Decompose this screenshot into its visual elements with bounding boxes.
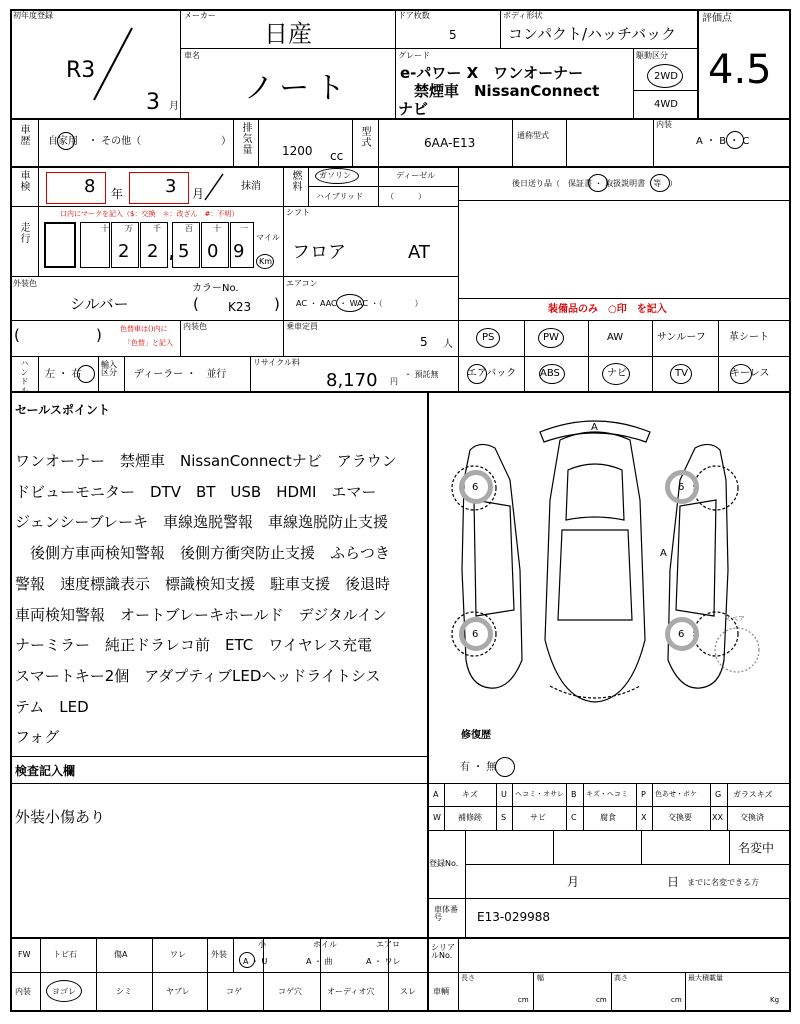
maker-label: メーカー [184, 11, 216, 20]
fw-label: FW [18, 950, 31, 959]
fw-item-2: ワレ [170, 950, 186, 959]
body-type-value: コンパクト/ハッチバック [508, 25, 677, 43]
sales-line-0: ワンオーナー 禁煙車 NissanConnectナビ アラウン [15, 452, 397, 470]
interior-item-2: ヤブレ [166, 987, 190, 996]
grade-line-2: 禁煙車 NissanConnect [414, 82, 600, 100]
drive-4wd: 4WD [654, 99, 678, 110]
sales-line-7: スマートキー2個 アダプティブLEDヘッドライトシス [15, 666, 381, 685]
displacement-label: 排気量 [240, 122, 251, 155]
damage-mark-top: A [591, 422, 598, 433]
displacement-value: 1200 [282, 144, 313, 158]
grade-line-1: e-パワー X ワンオーナー [400, 64, 584, 82]
exterior-aero-value: A ・ ワレ [366, 957, 401, 966]
interior-item-3: コゲ [226, 987, 242, 996]
tire-front-right-value: 6 [678, 482, 685, 493]
color-no-label: カラーNo. [192, 283, 239, 294]
mileage-unit-4: 十 [213, 224, 221, 233]
mileage-note: 口内にマークを記入（$：交換 ＊：改ざん #：不明） [60, 210, 239, 218]
interior-item-1: シミ [116, 987, 132, 996]
equip-ps: PS [482, 332, 495, 343]
color-change-note: 色替車は()内に [120, 325, 168, 333]
exterior-color-value: シルバー [70, 295, 129, 313]
mileage-comma: , [169, 244, 175, 262]
repair-history-value: 有 ・ 無 [460, 762, 497, 773]
length-label: 長さ [461, 974, 475, 982]
equip-pw-circle [538, 328, 564, 348]
handle-label: ハンドル [20, 359, 29, 395]
inspection-notes-text: 外装小傷あり [15, 808, 106, 826]
damage-mark-side: A [660, 548, 667, 559]
frame-label: 車輌 [433, 987, 449, 996]
interior-bottom-label: 内装 [15, 987, 31, 996]
import-value: ディーラー ・ 並行 [134, 369, 227, 380]
exterior-color-label: 外装色 [13, 279, 37, 288]
fw-item-1: 傷A [114, 950, 128, 959]
legend-code-p: P [641, 790, 646, 799]
height-label: 高さ [614, 974, 628, 982]
inspection-year-unit: 年 [111, 187, 124, 201]
exterior-small-value: A ・ U [243, 957, 268, 966]
doors-value: 5 [449, 28, 457, 42]
recycle-deposit: ・ 預託無 [404, 370, 439, 379]
color-change-close: ) [96, 326, 102, 344]
legend-desc-g: ガラスキズ [733, 790, 773, 799]
interior-item-6: スレ [400, 987, 416, 996]
max-load-label: 最大積載量 [688, 974, 723, 982]
legend-code-x: X [641, 813, 647, 822]
width-label: 幅 [537, 974, 544, 982]
equipment-title: 装備品のみ ○印 を記入 [548, 304, 667, 315]
model-label: 車名 [184, 51, 200, 60]
fuel-gasoline: ガソリン [319, 171, 351, 180]
mileage-km-circle [256, 254, 274, 269]
mileage-digit-4: 9 [233, 241, 245, 262]
mileage-unit-0: 十 [101, 224, 109, 233]
interior-grades: A ・ B ・ C [696, 136, 750, 147]
exterior-label: 外装 [211, 950, 227, 959]
mileage-digit-3: 0 [207, 241, 219, 262]
max-load-unit: Kg [770, 996, 780, 1004]
handle-circle [77, 365, 95, 383]
equip-tv-circle [670, 364, 692, 384]
legend-desc-u: ヘコミ・オサレ [515, 790, 564, 798]
legend-desc-s: サビ [530, 813, 546, 822]
height-unit: cm [671, 996, 682, 1004]
mileage-unit-3: 百 [185, 224, 193, 233]
warranty-text: 後日送り品（ 保証書 ・ 取扱説明書 等 ） [512, 179, 678, 188]
date-slash [92, 26, 134, 102]
inspection-month-unit: 月 [192, 187, 205, 201]
interior-color-label: 内装色 [183, 322, 207, 331]
model-value: ノート [244, 71, 352, 106]
legend-code-u: U [501, 790, 507, 799]
legend-code-xx: XX [712, 813, 723, 822]
equip-keyless: キーレス [730, 368, 770, 379]
inspection-label: 車検 [18, 170, 29, 192]
sales-line-9: フォグ [15, 728, 60, 747]
shift-type: AT [408, 242, 430, 263]
exterior-wheel-label: ホイル [313, 940, 337, 949]
exterior-small-label: 小 [258, 940, 266, 949]
legend-code-b: B [571, 790, 577, 799]
legend-desc-b: キズ・ヘコミ [586, 790, 628, 798]
first-registration-year: R3 [66, 58, 96, 83]
legend-desc-a: キズ [462, 790, 478, 799]
name-change-label: 名変中 [738, 841, 775, 855]
color-no-close: ) [274, 295, 280, 313]
color-change-open: ( [14, 326, 20, 344]
common-type-label: 通称型式 [517, 131, 549, 140]
width-unit: cm [596, 996, 607, 1004]
legend-desc-c: 腐食 [600, 813, 616, 822]
aircon-circle [336, 294, 364, 312]
equip-navi: ナビ [607, 368, 627, 379]
shift-value: フロア [292, 242, 346, 263]
fuel-other: （ ） [386, 192, 426, 201]
tire-front-left-value: 6 [472, 482, 479, 493]
interior-label: 内装 [656, 120, 672, 129]
inspection-year: 8 [84, 176, 96, 197]
legend-code-s: S [501, 813, 507, 822]
interior-grade-circle [726, 131, 744, 149]
mileage-unit-1: 万 [125, 224, 133, 233]
equip-leather: 革シート [729, 332, 769, 343]
interior-item-0: ヨゴレ [52, 987, 76, 996]
first-registration-label: 初年度登録 [13, 11, 53, 20]
equip-keyless-circle [730, 364, 752, 384]
equip-pw: PW [543, 332, 559, 343]
length-unit: cm [518, 996, 529, 1004]
capacity-unit: 人 [443, 339, 453, 350]
drive-label: 駆動区分 [636, 51, 668, 60]
history-circle [57, 132, 75, 150]
chassis-label: 車体番号 [434, 905, 458, 922]
grade-line-3: ナビ [398, 100, 429, 118]
exterior-small-circle [239, 952, 255, 968]
legend-code-w: W [433, 813, 441, 822]
fuel-label: 燃料 [290, 170, 301, 192]
legend-desc-w: 補修跡 [458, 813, 482, 822]
tire-rear-right-value: 6 [678, 629, 685, 640]
legend-code-c: C [571, 813, 577, 822]
interior-item-0-circle [46, 980, 82, 1002]
equip-sunroof: サンルーフ [657, 332, 706, 343]
legend-code-a: A [433, 790, 439, 799]
mileage-unit-5: 一 [240, 224, 248, 233]
spare-label: スペア [724, 615, 745, 623]
mileage-label: 走行 [18, 222, 29, 244]
mileage-box-0[interactable] [44, 222, 76, 268]
grade-label: グレード [398, 51, 430, 60]
sales-line-4: 警報 速度標識表示 標識検知支援 駐車支援 後退時 [15, 574, 391, 593]
handle-value: 左 ・ 右 [45, 369, 82, 380]
sales-line-5: 車両検知警報 オートブレーキホールド デジタルイン [15, 605, 388, 624]
recycle-value: 8,170 [326, 370, 378, 391]
capacity-value: 5 [420, 335, 428, 349]
equip-aw: AW [607, 332, 624, 343]
fuel-diesel: ディーゼル [396, 171, 436, 180]
interior-item-5: オーディオ穴 [327, 987, 375, 996]
repair-history-label: 修復歴 [461, 730, 491, 741]
tire-rear-left-value: 6 [472, 629, 479, 640]
first-registration-month: 3 [146, 90, 160, 115]
equip-airbag-circle [467, 364, 487, 384]
score-value: 4.5 [708, 47, 772, 93]
inspection-cancelled: 抹消 [241, 181, 261, 192]
drive-2wd-circle [647, 64, 683, 88]
equip-ps-circle [476, 328, 500, 348]
repair-history-circle [495, 757, 515, 777]
equip-navi-circle [602, 363, 630, 385]
equip-abs: ABS [540, 368, 560, 379]
mileage-mile: マイル [256, 233, 280, 242]
interior-item-4: コゲ穴 [278, 987, 302, 996]
mileage-digit-1: 2 [147, 241, 159, 262]
exterior-wheel-value: A ・ 曲 [306, 957, 333, 966]
warranty-circle-1 [588, 174, 608, 192]
aircon-value: AC ・ AAC ・ WAC ・（ ） [296, 299, 423, 308]
sales-line-1: ドビューモニター DTV BT USB HDMI エマー [15, 482, 377, 501]
legend-code-g: G [715, 790, 722, 799]
car-diagram [440, 410, 780, 720]
sales-line-8: テム LED [15, 697, 89, 716]
sales-points-title: セールスポイント [15, 403, 110, 417]
registration-month: 月 [567, 875, 580, 889]
serial-no-label: シリアルNo. [431, 943, 455, 960]
recycle-unit: 円 [390, 377, 398, 386]
registration-no-label: 登録No. [429, 859, 459, 868]
registration-deadline: までに名変できる方 [687, 878, 759, 887]
doors-label: ドア枚数 [398, 11, 430, 20]
sales-points-list [15, 446, 420, 753]
type-value: 6AA-E13 [424, 136, 476, 150]
sales-line-6: ナーミラー 純正ドラレコ前 ETC ワイヤレス充電 [15, 636, 373, 655]
recycle-label: リサイクル料 [253, 358, 300, 367]
month-unit: 月 [169, 101, 179, 112]
color-no-open: ( [193, 295, 199, 313]
mileage-km: Km [259, 257, 273, 266]
legend-desc-x: 交換要 [668, 813, 692, 822]
sales-line-2: ジェンシーブレーキ 車線逸脱警報 車線逸脱防止支援 [15, 513, 388, 532]
displacement-unit: cc [330, 149, 344, 163]
aircon-label: エアコン [286, 279, 318, 288]
history-value: 自家用 ・ その他（ ） [48, 136, 232, 147]
sales-line-3: 後側方車両検知警報 後側方衝突防止支援 ふらつき [15, 544, 390, 563]
drive-2wd: 2WD [654, 71, 678, 82]
inspection-slash [203, 172, 225, 202]
chassis-value: E13-029988 [477, 910, 550, 924]
import-label: 輸入区分 [101, 360, 117, 377]
warranty-circle-2 [650, 174, 670, 192]
inspection-month-box[interactable] [129, 172, 189, 204]
legend-desc-p: 色あせ・ボケ [655, 790, 697, 798]
type-label: 型式 [359, 126, 370, 148]
shift-label: シフト [286, 208, 310, 217]
equip-abs-circle [539, 364, 565, 384]
equip-tv: TV [675, 368, 688, 379]
fuel-hybrid: ハイブリッド [316, 192, 364, 201]
legend-desc-xx: 交換済 [740, 813, 764, 822]
inspection-notes-title: 検査記入欄 [15, 764, 76, 778]
score-label: 評価点 [702, 13, 732, 24]
mileage-digit-2: 5 [178, 241, 190, 262]
history-label: 車歴 [18, 124, 29, 146]
color-change-note-2: 「色替」と記入 [124, 339, 173, 347]
fuel-gasoline-circle [315, 168, 359, 184]
mileage-digit-0: 2 [118, 241, 130, 262]
capacity-label: 乗車定員 [286, 322, 318, 331]
maker-value: 日産 [264, 20, 312, 48]
fw-item-0: トビ石 [53, 950, 77, 959]
body-type-label: ボディ形状 [503, 11, 543, 20]
mileage-unit-2: 千 [153, 224, 161, 233]
equip-airbag: エアバック [467, 368, 517, 379]
inspection-month: 3 [165, 176, 177, 197]
registration-day: 日 [667, 875, 680, 889]
exterior-aero-label: エアロ [376, 940, 400, 949]
inspection-year-box[interactable] [46, 172, 106, 204]
color-no-value: K23 [228, 300, 252, 314]
